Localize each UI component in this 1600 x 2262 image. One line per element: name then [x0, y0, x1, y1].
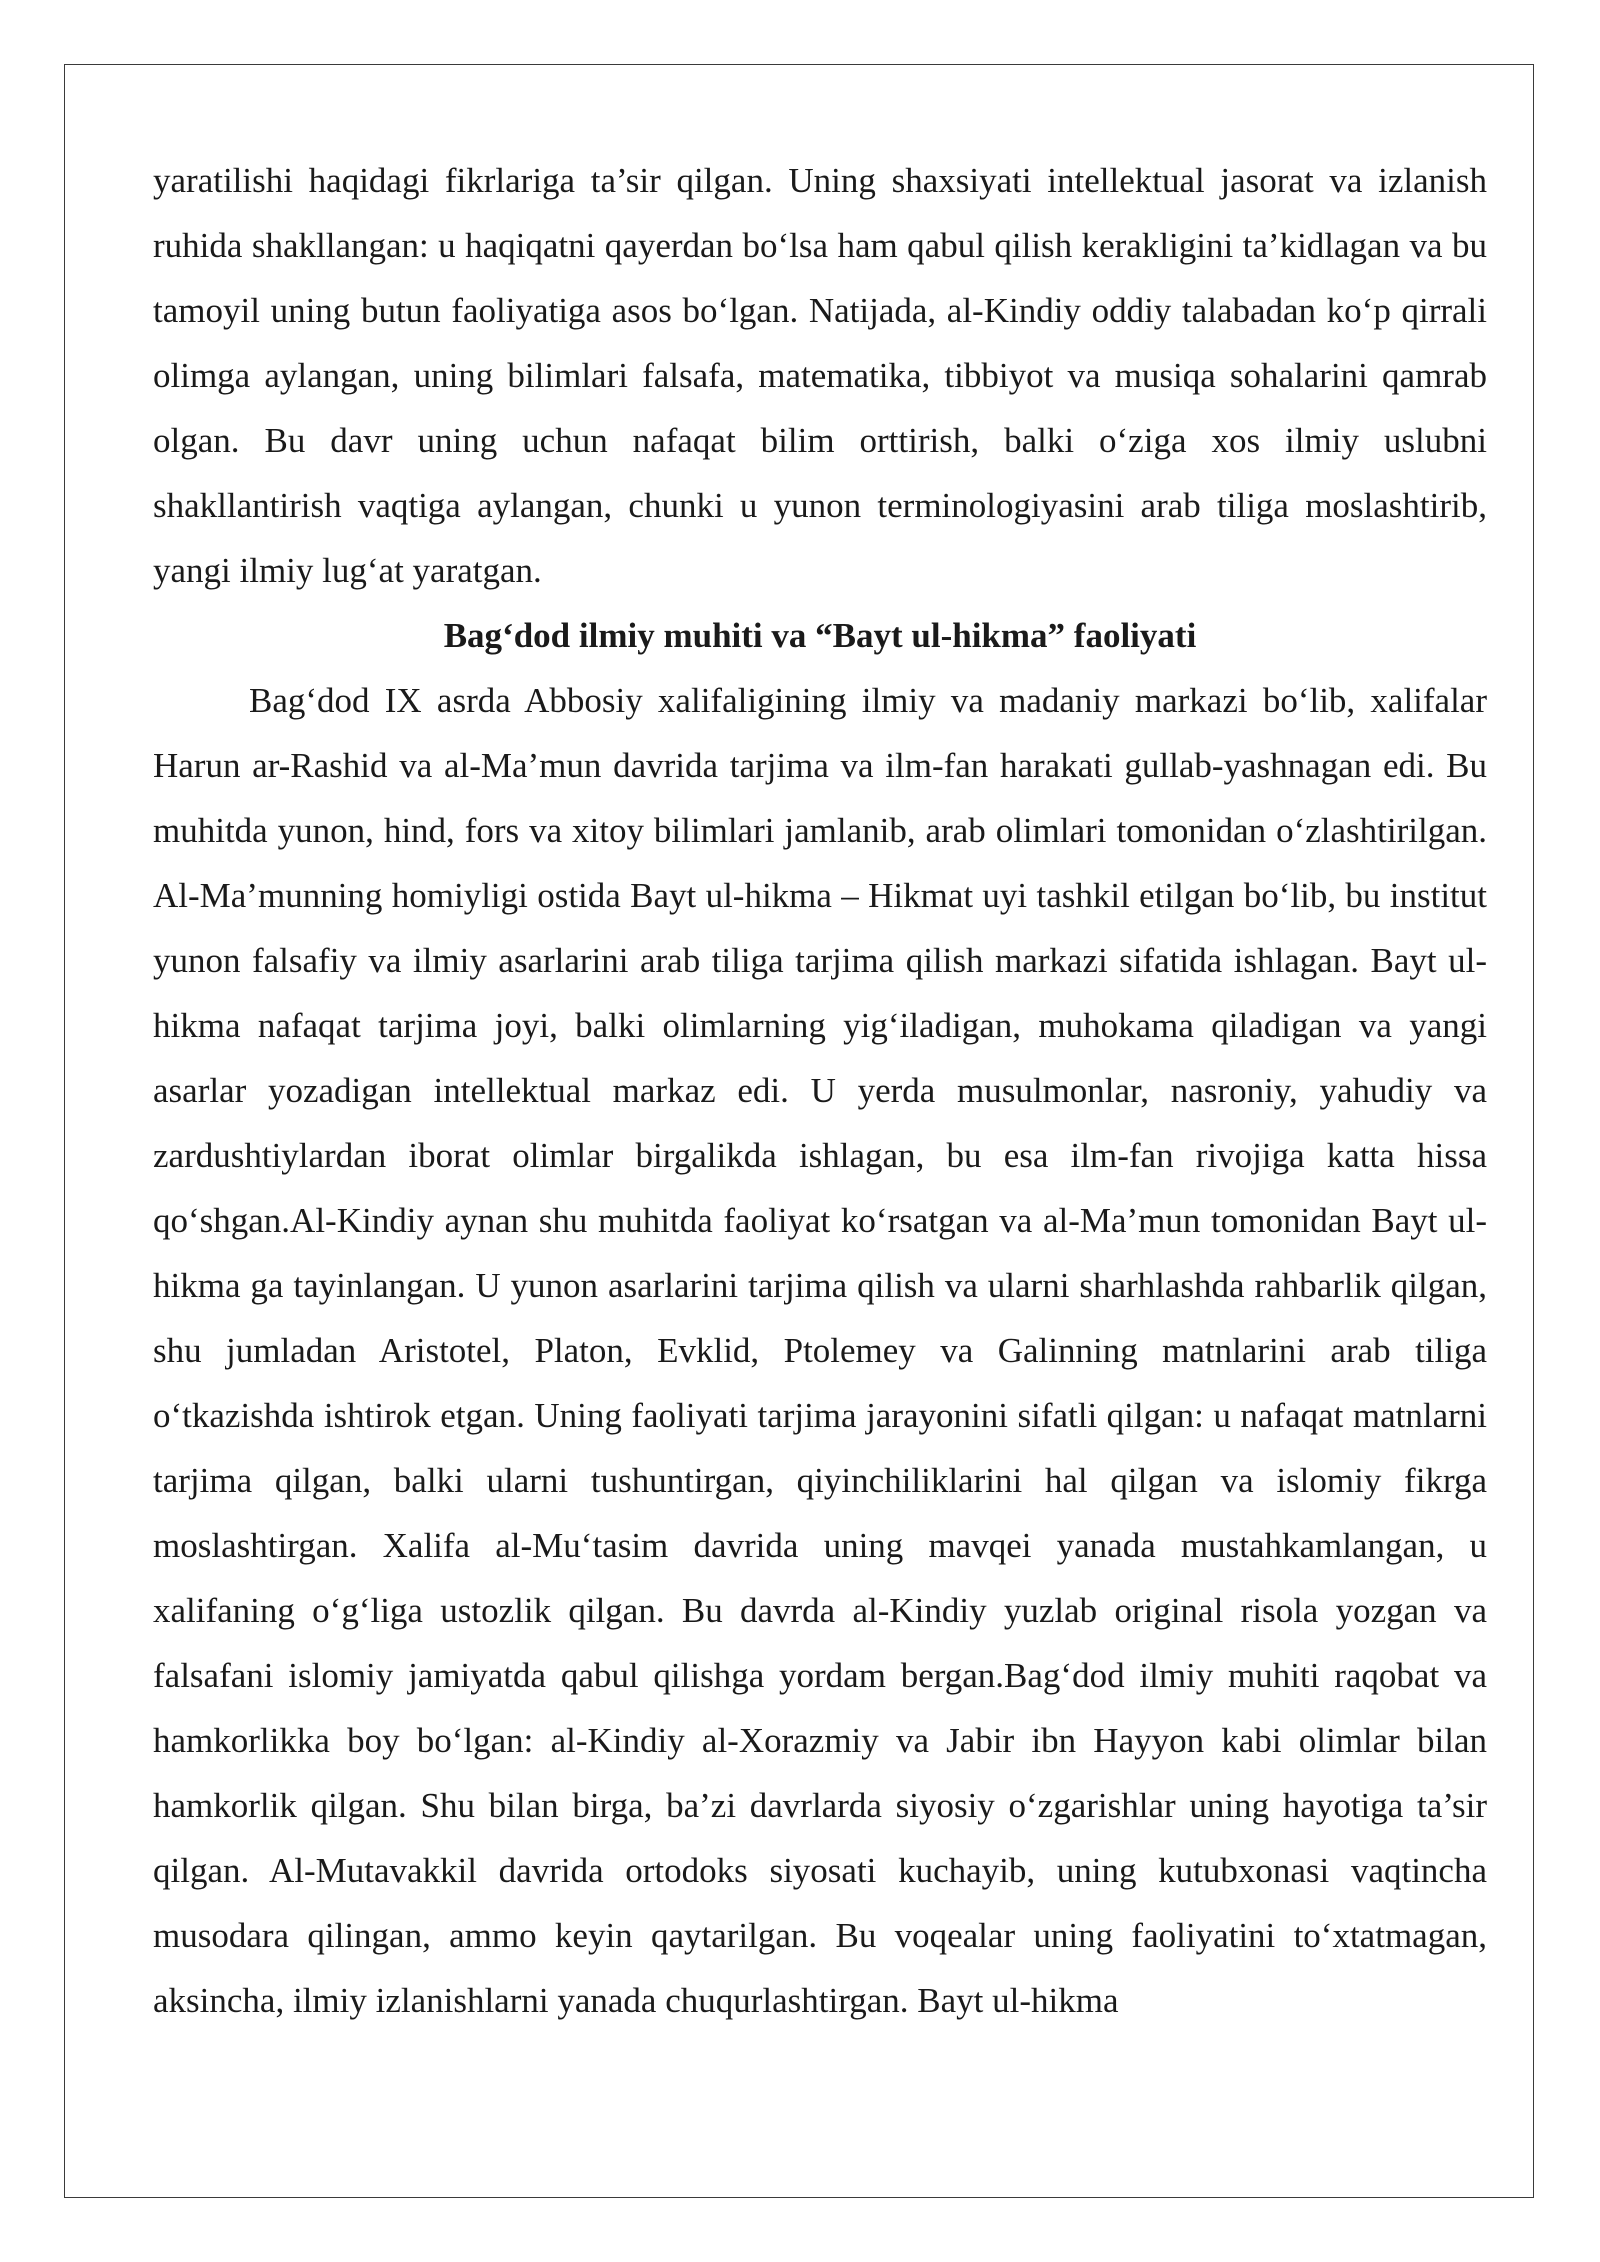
document-body — [153, 148, 1487, 2033]
section-heading: Bag‘dod ilmiy muhiti va “Bayt ul-hikma” faoliyati — [443, 616, 1197, 655]
paragraph-continued: yaratilishi haqidagi fikrlariga ta’sir qilgan. Uning shaxsiyati intellektual jasorat va izlanish ruhida shakllangan: u haqiqatni qayerdan bo‘lsa ham qabul qilish kerakligini ta’kidlagan va bu tamoyil uning butun faoliyatiga asos bo‘lgan. Natijada, al-Kindiy oddiy talabadan ko‘p qirrali olimga aylangan, uning bilimlari falsafa, matematika, tibbiyot va musiqa sohalarini qamrab olgan. Bu davr uning uchun nafaqat bilim orttirish, balki o‘ziga xos ilmiy uslubni shakllantirish vaqtiga aylangan, chunki u yunon terminologiyasini arab tiliga moslashtirib, yangi ilmiy lug‘at yaratgan. — [153, 161, 1487, 590]
paragraph-main: Bag‘dod IX asrda Abbosiy xalifaligining ilmiy va madaniy markazi bo‘lib, xalifalar Harun ar-Rashid va al-Ma’mun davrida tarjima va ilm-fan harakati gullab-yashnagan edi. Bu muhitda yunon, hind, fors va xitoy bilimlari jamlanib, arab olimlari tomonidan o‘zlashtirilgan. Al-Ma’munning homiyligi ostida Bayt ul-hikma – Hikmat uyi tashkil etilgan bo‘lib, bu institut yunon falsafiy va ilmiy asarlarini arab tiliga tarjima qilish markazi sifatida ishlagan. Bayt ul-hikma nafaqat tarjima joyi, balki olimlarning yig‘iladigan, muhokama qiladigan va yangi asarlar yozadigan intellektual markaz edi. U yerda musulmonlar, nasroniy, yahudiy va zardushtiylardan iborat olimlar birgalikda ishlagan, bu esa ilm-fan rivojiga katta hissa qo‘shgan.Al-Kindiy aynan shu muhitda faoliyat ko‘rsatgan va al-Ma’mun tomonidan Bayt ul-hikma ga tayinlangan. U yunon asarlarini tarjima qilish va ularni sharhlashda rahbarlik qilgan, shu jumladan Aristotel, Platon, Evklid, Ptolemey va Galinning matnlarini arab tiliga o‘tkazishda ishtirok etgan. Uning faoliyati tarjima jarayonini sifatli qilgan: u nafaqat matnlarni tarjima qilgan, balki ularni tushuntirgan, qiyinchiliklarini hal qilgan va islomiy fikrga moslashtirgan. Xalifa al-Mu‘tasim davrida uning mavqei yanada mustahkamlangan, u xalifaning o‘g‘liga ustozlik qilgan. Bu davrda al-Kindiy yuzlab original risola yozgan va falsafani islomiy jamiyatda qabul qilishga yordam bergan.Bag‘dod ilmiy muhiti raqobat va hamkorlikka boy bo‘lgan: al-Kindiy al-Xorazmiy va Jabir ibn Hayyon kabi olimlar bilan hamkorlik qilgan. Shu bilan birga, ba’zi davrlarda siyosiy o‘zgarishlar uning hayotiga ta’sir qilgan. Al-Mutavakkil davrida ortodoks siyosati kuchayib, uning kutubxonasi vaqtincha musodara qilingan, ammo keyin qaytarilgan. Bu voqealar uning faoliyatini to‘xtatmagan, aksincha, ilmiy izlanishlarni yanada chuqurlashtirgan. Bayt ul-hikma — [153, 681, 1487, 2020]
